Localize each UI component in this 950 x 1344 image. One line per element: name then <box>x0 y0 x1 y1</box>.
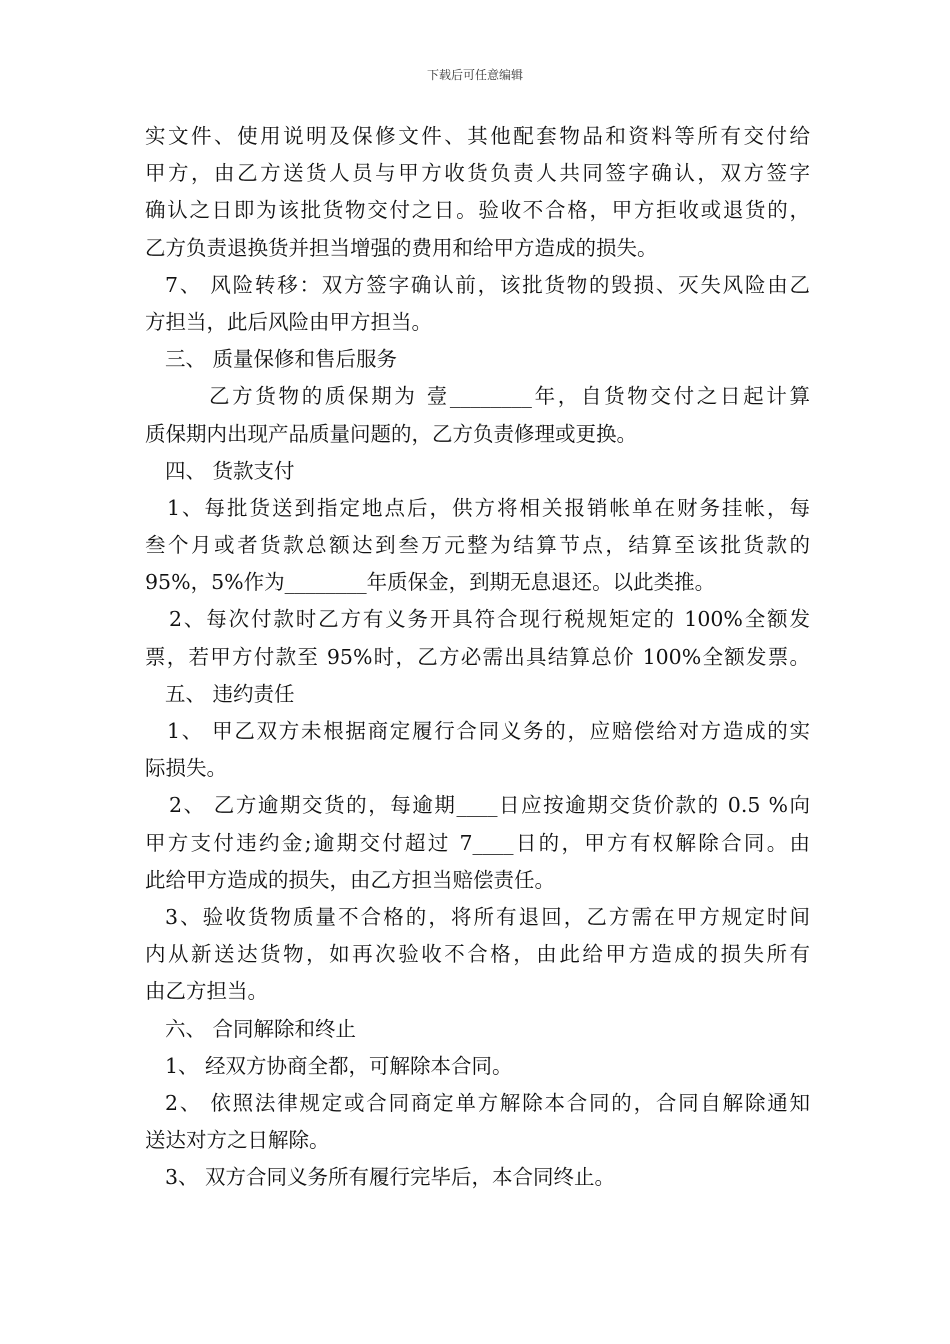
clause-6-1: 1、 经双方协商全都，可解除本合同。 <box>165 1053 513 1078</box>
text-line: 乙方货物的质保期为 壹________年，自货物交付之日起计算 <box>209 384 810 409</box>
text-line: 甲方，由乙方送货人员与甲方收货负责人共同签字确认，双方签字 <box>145 161 810 186</box>
clause-5-3: 3、验收货物质量不合格的，将所有退回，乙方需在甲方规定时间 <box>165 904 810 929</box>
text-line: 此给甲方造成的损失，由乙方担当赔偿责任。 <box>145 867 555 892</box>
section-heading-3: 三、 质量保修和售后服务 <box>165 347 398 372</box>
section-heading-5: 五、 违约责任 <box>165 681 295 706</box>
text-line: 由乙方担当。 <box>145 979 268 1004</box>
text-line: 甲方支付违约金;逾期交付超过 7____日的，甲方有权解除合同。由 <box>145 830 810 855</box>
text-line: 票，若甲方付款至 95%时，乙方必需出具结算总价 100%全额发票。 <box>145 644 810 669</box>
section-heading-4: 四、 货款支付 <box>165 458 295 483</box>
text-line: 际损失。 <box>145 756 227 781</box>
clause-5-1: 1、 甲乙双方未根据商定履行合同义务的，应赔偿给对方造成的实 <box>167 719 810 743</box>
text-line: 质保期内出现产品质量问题的，乙方负责修理或更换。 <box>145 421 637 446</box>
clause-5-2: 2、 乙方逾期交货的，每逾期____日应按逾期交货价款的 0.5 %向 <box>169 793 810 818</box>
text-line: 实文件、使用说明及保修文件、其他配套物品和资料等所有交付给 <box>145 124 810 148</box>
text-line: 叁个月或者货款总额达到叁万元整为结算节点，结算至该批货款的 <box>145 533 810 558</box>
clause-7: 7、 风险转移：双方签字确认前，该批货物的毁损、灭失风险由乙 <box>165 272 810 297</box>
text-line: 乙方负责退换货并担当增强的费用和给甲方造成的损失。 <box>145 235 658 260</box>
page-header: 下载后可任意编辑 <box>426 68 523 82</box>
document-body <box>145 118 810 1196</box>
clause-6-3: 3、 双方合同义务所有履行完毕后，本合同终止。 <box>165 1165 616 1190</box>
text-line: 确认之日即为该批货物交付之日。验收不合格，甲方拒收或退货的， <box>145 198 810 223</box>
text-line: 95%，5%作为________年质保金，到期无息退还。以此类推。 <box>145 570 716 595</box>
clause-4-2: 2、每次付款时乙方有义务开具符合现行税规矩定的 100%全额发 <box>169 607 810 632</box>
text-line: 方担当，此后风险由甲方担当。 <box>145 309 432 334</box>
text-line: 内从新送达货物，如再次验收不合格，由此给甲方造成的损失所有 <box>145 942 810 967</box>
section-heading-6: 六、 合同解除和终止 <box>165 1016 357 1041</box>
clause-4-1: 1、每批货送到指定地点后，供方将相关报销帐单在财务挂帐，每 <box>167 495 810 520</box>
text-line: 送达对方之日解除。 <box>145 1128 330 1153</box>
clause-6-2: 2、 依照法律规定或合同商定单方解除本合同的，合同自解除通知 <box>165 1090 810 1115</box>
